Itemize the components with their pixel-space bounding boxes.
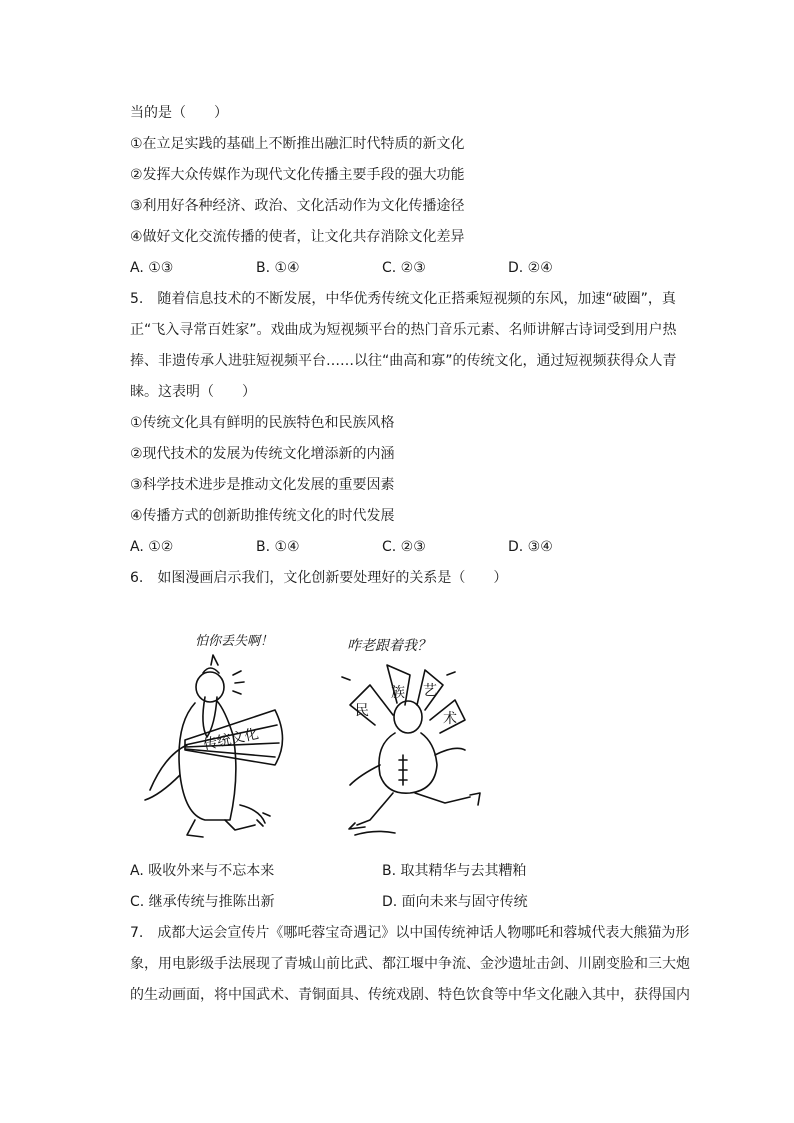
q7-stem-line-3: 的生动画面，将中国武术、青铜面具、传统戏剧、特色饮食等中华文化融入其中，获得国内 bbox=[130, 987, 690, 1003]
q4-option-a[interactable]: A. ①③ bbox=[130, 260, 174, 276]
q6-option-d[interactable]: D. 面向未来与固守传统 bbox=[382, 894, 528, 910]
q5-stem-line-4: 睐。这表明（ ） bbox=[130, 384, 256, 400]
q4-option-d[interactable]: D. ②④ bbox=[508, 260, 553, 276]
q6-option-a[interactable]: A. 吸收外来与不忘本来 bbox=[130, 863, 275, 879]
q4-item-2: ②发挥大众传媒作为现代文化传播主要手段的强大功能 bbox=[130, 167, 465, 183]
q4-option-b[interactable]: B. ①④ bbox=[256, 260, 300, 276]
flag-char-1: 民 bbox=[355, 703, 369, 719]
fan-text: 传统文化 bbox=[202, 726, 261, 754]
flag-char-2: 族 bbox=[391, 685, 405, 701]
q7-stem-line-1: 7. 成都大运会宣传片《哪吒蓉宝奇遇记》以中国传统神话人物哪吒和蓉城代表大熊猫为形 bbox=[130, 925, 690, 941]
flag-char-3: 艺 bbox=[423, 683, 437, 699]
cartoon-illustration bbox=[125, 625, 495, 850]
right-speech-text: 咋老跟着我？ bbox=[347, 638, 431, 654]
q5-stem-line-3: 捧、非遗传承人进驻短视频平台……以往“曲高和寡”的传统文化，通过短视频获得众人青 bbox=[130, 353, 677, 369]
q5-option-b[interactable]: B. ①④ bbox=[256, 539, 300, 555]
q6-option-b[interactable]: B. 取其精华与去其糟粕 bbox=[382, 863, 527, 879]
q4-stem-tail: 当的是（ ） bbox=[130, 105, 228, 121]
q4-item-3: ③利用好各种经济、政治、文化活动作为文化传播途径 bbox=[130, 198, 465, 214]
q4-item-4: ④做好文化交流传播的使者，让文化共存消除文化差异 bbox=[130, 229, 465, 245]
q6-option-c[interactable]: C. 继承传统与推陈出新 bbox=[130, 894, 275, 910]
q5-option-c[interactable]: C. ②③ bbox=[382, 539, 426, 555]
q5-stem-line-2: 正“飞入寻常百姓家”。戏曲成为短视频平台的热门音乐元素、名师讲解古诗词受到用户热 bbox=[130, 322, 677, 338]
q5-item-2: ②现代技术的发展为传统文化增添新的内涵 bbox=[130, 446, 395, 462]
q4-item-1: ①在立足实践的基础上不断推出融汇时代特质的新文化 bbox=[130, 136, 465, 152]
q5-stem-line-1: 5. 随着信息技术的不断发展，中华优秀传统文化正搭乘短视频的东风，加速“破圈”，真 bbox=[130, 291, 676, 307]
q5-option-a[interactable]: A. ①② bbox=[130, 539, 174, 555]
flag-char-4: 术 bbox=[443, 711, 457, 727]
q5-item-1: ①传统文化具有鲜明的民族特色和民族风格 bbox=[130, 415, 395, 431]
q5-item-4: ④传播方式的创新助推传统文化的时代发展 bbox=[130, 508, 395, 524]
q7-stem-line-2: 象，用电影级手法展现了青城山前比武、都江堰中争流、金沙遗址击剑、川剧变脸和三大炮 bbox=[130, 956, 690, 972]
q5-item-3: ③科学技术进步是推动文化发展的重要因素 bbox=[130, 477, 395, 493]
q5-option-d[interactable]: D. ③④ bbox=[508, 539, 553, 555]
q4-option-c[interactable]: C. ②③ bbox=[382, 260, 426, 276]
q6-stem: 6. 如图漫画启示我们，文化创新要处理好的关系是（ ） bbox=[130, 570, 508, 586]
left-speech-text: 怕你丢失啊！ bbox=[195, 634, 274, 649]
